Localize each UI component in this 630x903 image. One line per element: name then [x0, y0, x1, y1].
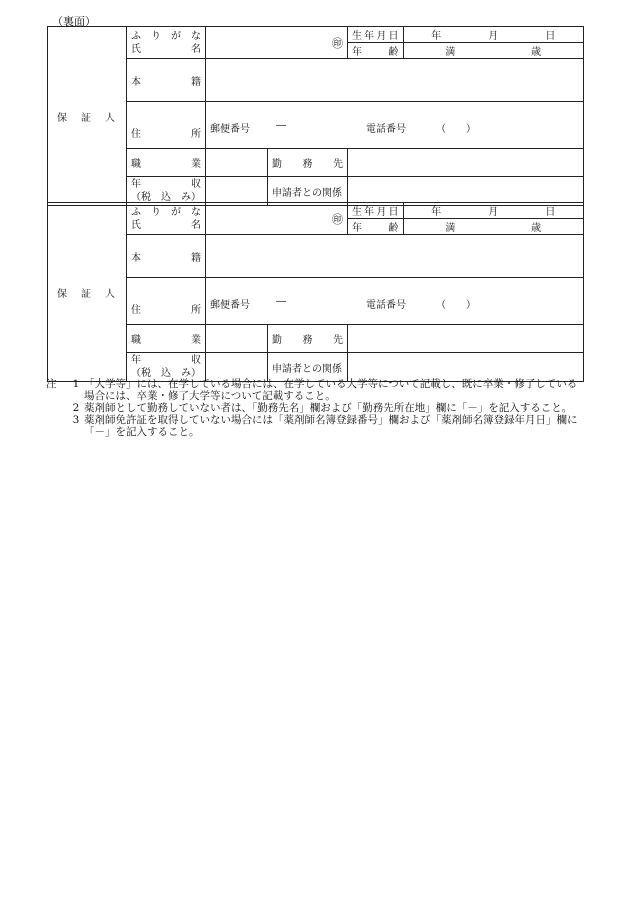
notes-label: 注 — [46, 378, 57, 390]
relation-label: 申請者との関係 — [268, 177, 348, 206]
address-field[interactable] — [206, 102, 584, 149]
name-label: 氏 名 — [131, 43, 201, 55]
page-caption: （裏面） — [52, 15, 96, 28]
address-label: 住 所 — [127, 102, 206, 149]
age-field[interactable] — [403, 219, 583, 235]
job-field[interactable] — [206, 325, 268, 353]
guarantor-label: 保 証 人 — [48, 203, 127, 382]
month-label: 月 — [488, 207, 499, 218]
income-label: 年 収 — [131, 355, 201, 366]
year-label: 年 — [431, 207, 442, 218]
note-item — [46, 402, 586, 414]
full-label: 満 — [445, 47, 456, 58]
birth-label: 生年月日 — [348, 27, 403, 43]
month-label: 月 — [488, 31, 499, 42]
furigana-label: ふ り が な — [131, 206, 201, 218]
birth-field[interactable] — [403, 27, 583, 43]
full-label: 満 — [445, 223, 456, 234]
workplace-label: 勤 務 先 — [268, 325, 348, 353]
day-label: 日 — [545, 207, 556, 218]
relation-label: 申請者との関係 — [268, 353, 348, 382]
job-field[interactable] — [206, 149, 268, 177]
honseki-field[interactable] — [206, 59, 584, 102]
year-label: 年 — [431, 31, 442, 42]
honseki-field[interactable] — [206, 235, 584, 278]
day-label: 日 — [545, 31, 556, 42]
phone-label: 電話番号 — [366, 123, 406, 135]
note-number: 2 — [72, 402, 80, 414]
guarantor-label: 保 証 人 — [48, 27, 127, 206]
note-text: 「大学等」には、在学している場合には、在学している大学等について記載し、既に卒業・修了している場合には、卒業・修了大学等について記載すること。 — [84, 378, 578, 402]
postal-dash: ― — [276, 295, 286, 307]
name-field[interactable] — [206, 27, 348, 59]
sai-label: 歳 — [531, 223, 542, 234]
seal-icon: ㊞ — [332, 212, 343, 226]
guarantor-table-1 — [47, 26, 584, 206]
address-field[interactable] — [206, 278, 584, 325]
income-label: 年 収 — [131, 179, 201, 190]
age-label: 年 齢 — [348, 43, 403, 59]
note-item — [46, 414, 586, 438]
address-label: 住 所 — [127, 278, 206, 325]
phone-label: 電話番号 — [366, 299, 406, 311]
age-label: 年 齢 — [348, 219, 403, 235]
job-label: 職 業 — [127, 149, 206, 177]
postal-dash: ― — [276, 119, 286, 131]
phone-paren: （ ） — [436, 123, 476, 135]
note-text: 薬剤師として勤務していない者は、「勤務先名」欄および「勤務先所在地」欄に「－」を記入すること。 — [84, 402, 573, 414]
postal-label: 郵便番号 — [210, 299, 250, 311]
seal-icon: ㊞ — [332, 36, 343, 50]
furigana-label: ふ り が な — [131, 30, 201, 42]
phone-paren: （ ） — [436, 299, 476, 311]
honseki-label: 本 籍 — [127, 59, 206, 102]
birth-field[interactable] — [403, 203, 583, 219]
notes-section — [46, 378, 586, 438]
note-number: 3 — [72, 414, 80, 426]
birth-label: 生年月日 — [348, 203, 403, 219]
note-number: 1 — [72, 378, 80, 390]
honseki-label: 本 籍 — [127, 235, 206, 278]
workplace-label: 勤 務 先 — [268, 149, 348, 177]
income-tax-label: （税 込 み） — [131, 368, 201, 379]
guarantor-table-2 — [47, 202, 584, 382]
workplace-field[interactable] — [348, 149, 584, 177]
workplace-field[interactable] — [348, 325, 584, 353]
name-field[interactable] — [206, 203, 348, 235]
note-text: 薬剤師免許証を取得していない場合には「薬剤師名簿登録番号」欄および「薬剤師名簿登録年月日」欄に「－」を記入すること。 — [84, 414, 578, 438]
postal-label: 郵便番号 — [210, 123, 250, 135]
note-item — [46, 378, 586, 402]
age-field[interactable] — [403, 43, 583, 59]
sai-label: 歳 — [531, 47, 542, 58]
name-label: 氏 名 — [131, 219, 201, 231]
income-tax-label: （税 込 み） — [131, 192, 201, 203]
job-label: 職 業 — [127, 325, 206, 353]
